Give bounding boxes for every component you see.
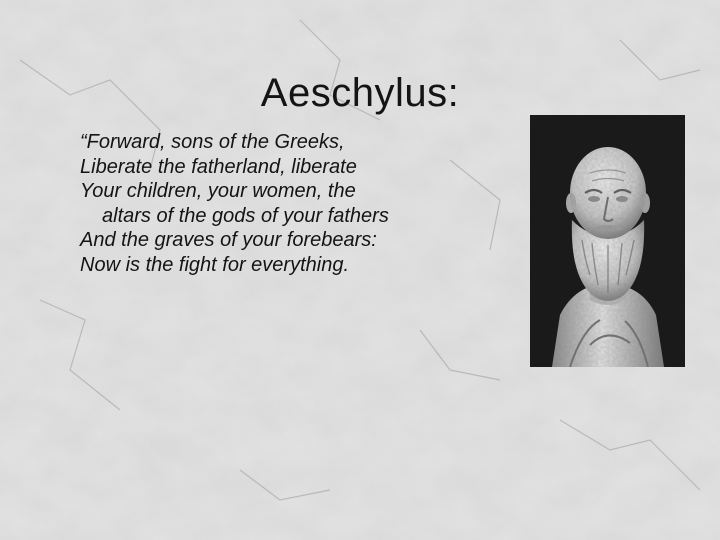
quote-line: Your children, your women, the altars of the gods of your fathers xyxy=(80,180,389,227)
quote-line: “Forward, sons of the Greeks, xyxy=(80,131,345,153)
aeschylus-bust-image xyxy=(530,115,685,367)
quote-line: Liberate the fatherland, liberate xyxy=(80,155,357,178)
quote-line: Now is the fight for everything. xyxy=(80,253,350,276)
slide-title: Aeschylus: xyxy=(260,70,460,115)
bust-of-aeschylus-image xyxy=(530,115,685,367)
quote-text xyxy=(80,130,410,277)
quote-line: And the graves of your forebears: xyxy=(80,229,377,251)
